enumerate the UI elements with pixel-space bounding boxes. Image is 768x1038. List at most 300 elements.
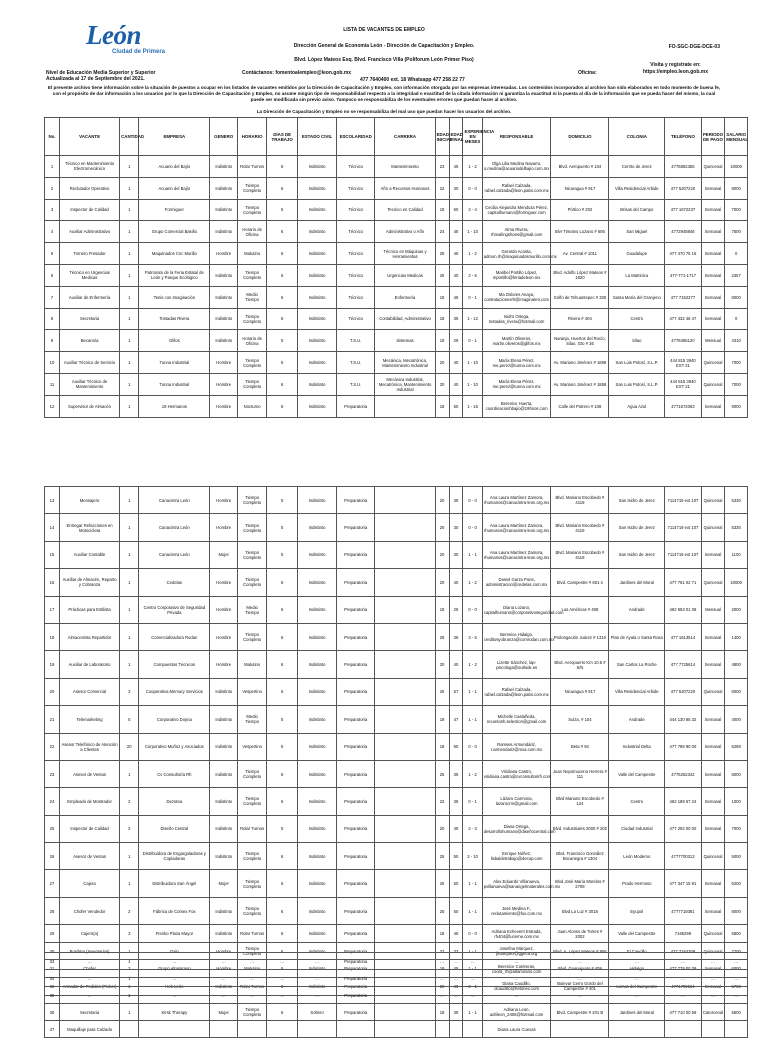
cell-address: Blvd. Industriales 2000 # 202	[551, 815, 609, 842]
cell-min-age: 18	[435, 199, 449, 221]
cell-experience: 1 - 10	[463, 352, 482, 374]
cell-education: Preparatoria	[336, 843, 375, 870]
cell-education: Preparatoria	[336, 514, 375, 541]
cell-gender: Indistinto	[210, 760, 238, 787]
cell-address: …	[551, 970, 609, 987]
cell-no: 24	[45, 788, 60, 815]
cell-address: Beta # 94	[551, 733, 609, 760]
cell-pay-period: Catorcenal	[701, 1004, 725, 1021]
cell-pay-period: Quincenal	[701, 942, 725, 960]
visit-info	[643, 62, 708, 76]
cell-education: Preparatoria	[336, 815, 375, 842]
cell-company: Glifos	[139, 330, 210, 352]
cell-salary: 5000	[725, 843, 748, 870]
cell-experience: …	[463, 970, 482, 987]
cell-min-age: 18	[435, 733, 449, 760]
cell-phone: 477 788 90 00	[665, 733, 701, 760]
cell-contact[interactable]: Michelle Castañeda, recursosh.selection@gmail.com	[482, 706, 551, 733]
cell-contact[interactable]: …	[482, 987, 551, 1004]
cell-neighborhood	[609, 1021, 665, 1038]
table-row	[45, 352, 748, 374]
cell-vacancy: Asesor de Ventas	[60, 760, 120, 787]
cell-max-age: 35	[449, 788, 463, 815]
cell-pay-period: Semanal	[701, 199, 725, 221]
cell-neighborhood: Silao	[609, 330, 665, 352]
cell-min-age: 20	[435, 569, 449, 596]
table-row	[45, 156, 748, 178]
cell-gender: Indistinto	[210, 678, 238, 705]
cell-schedule: Tiempo Completo	[238, 199, 267, 221]
cell-civil-status: Indistinto	[298, 623, 337, 650]
cell-contact[interactable]: Berenice Contreras, coord_rh@altamirano.com	[482, 960, 551, 978]
cell-quantity: 1	[120, 243, 139, 265]
cell-max-age: 35	[449, 487, 463, 514]
cell-workdays: 6	[267, 925, 298, 943]
cell-contact[interactable]: …	[482, 953, 551, 970]
cell-career	[375, 815, 435, 842]
cell-address: Blvd Mariano Escobedo # 124	[551, 788, 609, 815]
cell-pay-period: Mensual	[701, 596, 725, 623]
cell-contact[interactable]: Viridiana Castro, viridiana.castro@cvconsultorirh.com	[482, 760, 551, 787]
cell-gender: …	[210, 987, 238, 1004]
disclaimer-note: La Dirección de Capacitación y Empleo no se responsabiliza del mal uso que puedan hacer los usuarios del archivo.	[256, 109, 512, 114]
cell-max-age: 35	[449, 760, 463, 787]
cell-salary	[725, 1021, 748, 1038]
cell-neighborhood: San Luis Potosí, S.L.P.	[609, 373, 665, 395]
cell-workdays: 6	[267, 177, 298, 199]
cell-contact[interactable]: Rafael Calzada, rafael.calzada@leon.pabs.com.mx	[482, 177, 551, 199]
cell-max-age: 50	[449, 843, 463, 870]
department-name: Dirección General de Economía León - Dirección de Capacitación y Empleo.	[293, 43, 475, 49]
cell-gender: Indistinto	[210, 897, 238, 924]
cell-phone: 477 470 75 16	[665, 243, 701, 265]
cell-salary: 4000	[725, 706, 748, 733]
cell-contact[interactable]: Berenice Hidalgo, creditosyobranza@comrodan.com.mx	[482, 623, 551, 650]
cell-address: Calle del Potrero # 108	[551, 395, 609, 417]
cell-pay-period: Semanal	[701, 221, 725, 243]
cell-phone: 477 779 00 39	[665, 960, 701, 978]
cell-max-age: 45	[449, 221, 463, 243]
cell-phone: 477-771-1717	[665, 264, 701, 286]
cell-contact[interactable]: Adriana Echeverri Estrada, rh404@lucerne.com.mx	[482, 925, 551, 943]
cell-education: Preparatoria	[336, 733, 375, 760]
cell-civil-status: Indistinto	[298, 596, 337, 623]
cell-contact[interactable]: Martín Oliveros, martin.oliveros@glifos.mx	[482, 330, 551, 352]
cell-neighborhood: …	[609, 970, 665, 987]
cell-min-age: 18	[435, 596, 449, 623]
cell-max-age: 40	[449, 978, 463, 996]
cell-experience: 0 - 0	[463, 596, 482, 623]
cell-min-age: 18	[435, 960, 449, 978]
cell-schedule: Horario de Oficina	[238, 221, 267, 243]
cell-pay-period: Quincenal	[701, 925, 725, 943]
cell-salary: 1000	[725, 788, 748, 815]
cell-phone: 477 761 02 71	[665, 569, 701, 596]
office-label: Oficina:	[578, 70, 597, 76]
cell-phone: 4771672063	[665, 395, 701, 417]
cell-civil-status: Indistinto	[298, 925, 337, 943]
cell-pay-period: Mensual	[701, 330, 725, 352]
logo-subtitle: Ciudad de Primera	[112, 49, 166, 55]
header-vacancy: VACANTE	[60, 118, 120, 156]
cell-civil-status: Indistinto	[298, 733, 337, 760]
cell-career	[375, 897, 435, 924]
cell-career	[375, 569, 435, 596]
cell-contact[interactable]: Gerardo Acosta, admon.rh@maquinadosmurillo.com.mx	[482, 243, 551, 265]
cell-contact[interactable]: Diana Laura Cuevas	[482, 1021, 551, 1038]
cell-max-age: 45	[449, 815, 463, 842]
cell-gender: Indistinto	[210, 308, 238, 330]
cell-quantity: 1	[120, 177, 139, 199]
cell-vacancy: Secretaria	[60, 308, 120, 330]
cell-no: 30	[45, 942, 60, 960]
cell-gender: Hombre	[210, 243, 238, 265]
cell-schedule: Tiempo Completo	[238, 569, 267, 596]
cell-education: Preparatoria	[336, 970, 375, 987]
cell-contact[interactable]: Lizette Sánchez, lap-psicologa@outlook.es	[482, 651, 551, 678]
cell-vacancy: Auxiliar de Enfermería	[60, 286, 120, 308]
cell-quantity: 1	[120, 395, 139, 417]
cell-workdays: 6	[267, 870, 298, 897]
cell-salary: 5800	[725, 925, 748, 943]
cell-min-age: 25	[435, 678, 449, 705]
cell-company: Tunna Industrial	[139, 352, 210, 374]
cell-no: 21	[45, 706, 60, 733]
cell-experience: 1 - 10	[463, 221, 482, 243]
cell-civil-status: Indistinto	[298, 978, 337, 996]
cell-contact[interactable]: María Elena Pérez, me.perez@tunna.com.mx	[482, 352, 551, 374]
table-row	[45, 788, 748, 815]
cell-gender: Indistinto	[210, 177, 238, 199]
cell-salary: 9000	[725, 395, 748, 417]
cell-contact[interactable]: Maribel Portillo López, mportillo@feriadeleon.mx	[482, 264, 551, 286]
cell-pay-period: …	[701, 953, 725, 970]
cell-phone: …	[665, 953, 701, 970]
cell-salary: 4800	[725, 651, 748, 678]
cell-contact[interactable]: María Elena Pérez, me.perez@tunna.com.mx	[482, 373, 551, 395]
contact-email[interactable]: Contáctanos: fomentoalempleo@leon.gob.mx	[242, 70, 352, 76]
cell-neighborhood: Guadalupe	[609, 243, 665, 265]
cell-vacancy: Auxiliar Administrativo	[60, 221, 120, 243]
cell-neighborhood: León Moderno	[609, 843, 665, 870]
cell-gender: Mujer	[210, 1004, 238, 1021]
cell-gender: Hombre	[210, 569, 238, 596]
cell-experience: 0 - 1	[463, 330, 482, 352]
cell-education: Preparatoria	[336, 978, 375, 996]
table-row	[45, 395, 748, 417]
cell-schedule: …	[238, 970, 267, 987]
cell-gender: …	[210, 970, 238, 987]
cell-min-age: 22	[435, 177, 449, 199]
cell-vacancy: Mensajero	[60, 487, 120, 514]
cell-education: Preparatoria	[336, 541, 375, 568]
cell-experience: 1 - 1	[463, 942, 482, 960]
table-row	[45, 651, 748, 678]
cell-no: 11	[45, 373, 60, 395]
cell-company: 19 Hermanos	[139, 395, 210, 417]
cell-civil-status: Indistinto	[298, 815, 337, 842]
cell-company	[139, 1021, 210, 1038]
cell-no: 5	[45, 243, 60, 265]
cell-gender: Indistinto	[210, 221, 238, 243]
cell-contact[interactable]: Ana Laura Martínez Zamora, rhumanos@canacintra-leon.org.mx	[482, 514, 551, 541]
cell-pay-period: Semanal	[701, 541, 725, 568]
cell-career	[375, 870, 435, 897]
cell-company: Patronato de la Feria Estatal de León y Parque Ecológico	[139, 264, 210, 286]
header-address: DOMICILIO	[551, 118, 609, 156]
cell-workdays: 5	[267, 199, 298, 221]
cell-salary: 7000	[725, 352, 748, 374]
cell-min-age: 18	[435, 706, 449, 733]
cell-career	[375, 760, 435, 787]
cell-address: Blvd. A. López Mateos # 906	[551, 942, 609, 960]
cell-max-age: 60	[449, 199, 463, 221]
cell-company: Canacintra León	[139, 514, 210, 541]
table-row	[45, 706, 748, 733]
cell-contact[interactable]: Diana Lozano, capitalhumano@corporativoseguridad.com	[482, 596, 551, 623]
cell-experience: 2 - 10	[463, 843, 482, 870]
cell-address: Blvr Timoteo Lozano # 606	[551, 221, 609, 243]
cell-pay-period: Semanal	[701, 623, 725, 650]
cell-min-age: 20	[435, 978, 449, 996]
table-row	[45, 843, 748, 870]
cell-quantity: 1	[120, 623, 139, 650]
update-date: Actualizada al 17 de Septiembre del 2021.	[46, 76, 145, 82]
cell-quantity: 1	[120, 541, 139, 568]
cell-gender: Hombre	[210, 487, 238, 514]
cell-vacancy: Inspector de Calidad	[60, 199, 120, 221]
cell-neighborhood: Villa Residencial Arbide	[609, 177, 665, 199]
cell-education: Preparatoria	[336, 706, 375, 733]
cell-max-age: 40	[449, 651, 463, 678]
cell-pay-period: Semanal	[701, 978, 725, 996]
cell-contact[interactable]: Ana Laura Martínez Zamora, rhumanos@canacintra-leon.org.mx	[482, 541, 551, 568]
cell-contact[interactable]: Diana Ortega, desarrollohumano@diseñocentral.com	[482, 815, 551, 842]
cell-civil-status: Indistinto	[298, 788, 337, 815]
cell-schedule: Rolar Turnos	[238, 815, 267, 842]
cell-salary: 2000	[725, 596, 748, 623]
cell-salary: 8000	[725, 897, 748, 924]
cell-pay-period: Semanal	[701, 286, 725, 308]
cell-experience: 1 - 1	[463, 897, 482, 924]
cell-contact[interactable]: Ma Dolores Anaya, contratacionesrh@imaginateri.com	[482, 286, 551, 308]
cell-pay-period: Semanal	[701, 243, 725, 265]
cell-contact[interactable]: Daniel Garza Pons, administracion@cedelas.com.mx	[482, 569, 551, 596]
cell-phone: 4776485120	[665, 330, 701, 352]
cell-salary: 8000	[725, 177, 748, 199]
cell-min-age: 20	[435, 514, 449, 541]
cell-workdays: 6	[267, 395, 298, 417]
cell-workdays: 5	[267, 487, 298, 514]
cell-contact[interactable]: Cecilia Alejandra Mendoza Pérez, capitalhumano@formiguer.com	[482, 199, 551, 221]
cell-civil-status: Indistinto	[298, 330, 337, 352]
cell-salary: 6000	[725, 286, 748, 308]
cell-salary: 6200	[725, 870, 748, 897]
cell-workdays: 6	[267, 352, 298, 374]
cell-pay-period: Quincenal	[701, 514, 725, 541]
cell-contact[interactable]: Enrique Núñez, lisbaldetrabajo@decop.com	[482, 843, 551, 870]
cell-quantity: 2	[120, 788, 139, 815]
cell-salary: 4310	[725, 330, 748, 352]
cell-phone: …	[665, 987, 701, 1004]
cell-gender: Mujer	[210, 870, 238, 897]
cell-experience: 1 - 2	[463, 243, 482, 265]
cell-company: Tunna Industrial	[139, 373, 210, 395]
cell-min-age: 23	[435, 156, 449, 178]
table-row	[45, 286, 748, 308]
cell-quantity: 1	[120, 264, 139, 286]
cell-company: Distribuidora San Ángel	[139, 870, 210, 897]
cell-schedule: Nocturno	[238, 395, 267, 417]
cell-no: 15	[45, 541, 60, 568]
cell-address: Blvd. Mariano Escobedo # 4119	[551, 514, 609, 541]
cell-vacancy: Cajero(a)	[60, 925, 120, 943]
cell-career: Afín a Recursos Humanos	[375, 177, 435, 199]
cell-civil-status: Indistinto	[298, 264, 337, 286]
cell-workdays: 6	[267, 733, 298, 760]
cell-workdays: …	[267, 953, 298, 970]
cell-no: 1	[45, 156, 60, 178]
cell-experience: 1 - 2	[463, 651, 482, 678]
table-row	[45, 970, 748, 987]
cell-schedule: Tiempo Completo	[238, 623, 267, 650]
cell-contact[interactable]: Lázaro Carmona, lazarocrm@gmail.com	[482, 788, 551, 815]
cell-address	[551, 1021, 609, 1038]
cell-pay-period: Semanal	[701, 815, 725, 842]
table-row	[45, 596, 748, 623]
visit-url[interactable]: https://empleo.leon.gob.mx	[642, 69, 708, 75]
cell-schedule: Vespertino	[238, 678, 267, 705]
cell-max-age: 45	[449, 243, 463, 265]
cell-workdays: 6	[267, 978, 298, 996]
cell-max-age: 30	[449, 177, 463, 199]
cell-career: Administrativo o Afín	[375, 221, 435, 243]
cell-experience: 2 - 3	[463, 815, 482, 842]
cell-education: Preparatoria	[336, 651, 375, 678]
cell-quantity: 1	[120, 308, 139, 330]
cell-no: 37	[45, 1021, 60, 1038]
cell-career	[375, 596, 435, 623]
cell-civil-status: …	[298, 987, 337, 1004]
cell-phone: 7114719 ext 107	[665, 487, 701, 514]
cell-min-age: 25	[435, 264, 449, 286]
cell-workdays: 6	[267, 569, 298, 596]
cell-vacancy: Supervisor de Almacén	[60, 395, 120, 417]
cell-vacancy: …	[60, 953, 120, 970]
disclaimer: El presente archivo tiene información sobre la situación de puestos a ocupar en los listados de vacantes emitidos por la Dirección de Capacitación y Empleo, con información otorgada por las empresas interesadas. Los contenidos incorporados al archivo han sido elaborados en todo momento de buena fe, con el propósito de dar información a los usuarios por lo que la Dirección de Capacitación y Empleo, no asume ningún tipo de responsabilidad respecto a la integridad o exactitud de la citada información ni garantiza la exactitud ni la puesta al día de la información que se pueda hacer del mismo, la cual puede ser modificada sin previo aviso. Tampoco se responsabiliza de los eventuales errores que puedan hacer al archivo.	[47, 85, 721, 102]
cell-address: Suiza, # 104	[551, 706, 609, 733]
cell-contact[interactable]: Berenice Huerta, coordinacionhbajio@19hnos.com	[482, 395, 551, 417]
cell-career: Mecánica Industrial, Mecatrónica, Mantenimiento Industrial	[375, 373, 435, 395]
cell-contact[interactable]: Olga Lilia Medina Navarro, o.medina@acuariodelbajio.com.mx	[482, 156, 551, 178]
cell-schedule: Tiempo Completo	[238, 843, 267, 870]
cell-no: 31	[45, 960, 60, 978]
cell-contact[interactable]: José Medina F., reclutamiento@fox.com.mx	[482, 897, 551, 924]
cell-education: Preparatoria	[336, 678, 375, 705]
cell-address: Blvd. Aeropuerto # 104	[551, 156, 609, 178]
cell-education: Preparatoria	[336, 987, 375, 1004]
cell-salary: 7000	[725, 373, 748, 395]
cell-min-age: 20	[435, 373, 449, 395]
cell-contact[interactable]: Isidro Ortega, tostadas_rivera@hotmail.com	[482, 308, 551, 330]
cell-max-age: 30	[449, 514, 463, 541]
cell-experience: 1 - 1	[463, 678, 482, 705]
cell-phone: 477 710 00 58	[665, 1004, 701, 1021]
cell-vacancy: Técnico en Urgencias Medicas	[60, 264, 120, 286]
cell-max-age: 50	[449, 897, 463, 924]
cell-no: 36	[45, 1004, 60, 1021]
cell-education: Preparatoria	[336, 897, 375, 924]
cell-no: 13	[45, 487, 60, 514]
cell-contact[interactable]: Alex Eduardo Villanueva, pvillanueva@sanangelmaterales.com.mx	[482, 870, 551, 897]
header-no: No.	[45, 118, 60, 156]
cell-civil-status: Indistinto	[298, 960, 337, 978]
cell-max-age: …	[449, 987, 463, 1004]
cell-experience: 1 - 15	[463, 395, 482, 417]
table-row	[45, 487, 748, 514]
cell-company: Canacintra León	[139, 541, 210, 568]
cell-neighborhood: San Isidro de Jerez	[609, 541, 665, 568]
cell-contact[interactable]: Diana Caudillo, dcaudillo@hebmex.com	[482, 978, 551, 996]
cell-max-age: 40	[449, 352, 463, 374]
cell-experience: 0 - 0	[463, 925, 482, 943]
table-row	[45, 330, 748, 352]
cell-min-age: 25	[435, 760, 449, 787]
cell-phone: 4775262342	[665, 760, 701, 787]
cell-address: Blvd. Campestre # 201 B	[551, 1004, 609, 1021]
cell-civil-status: Indistinto	[298, 199, 337, 221]
cell-contact[interactable]: Ramses Armendáriz, r.armendariz@mva.com.mx	[482, 733, 551, 760]
cell-company: Corporativo Muñoz y Asociados	[139, 733, 210, 760]
cell-vacancy: Auxiliar Técnico de Servicio	[60, 352, 120, 374]
cell-civil-status: Indistinto	[298, 514, 337, 541]
cell-career	[375, 733, 435, 760]
cell-company: Grupo Comercial Basilio	[139, 221, 210, 243]
cell-address: Av. Mariano Jiménez # 1858	[551, 373, 609, 395]
cell-salary: 5330	[725, 487, 748, 514]
cell-contact[interactable]: Alma Rivera, rhmailingshoes@gmail.com	[482, 221, 551, 243]
cell-no: 4	[45, 221, 60, 243]
cell-min-age: 20	[435, 815, 449, 842]
table-row	[45, 733, 748, 760]
cell-career	[375, 1021, 435, 1038]
cell-neighborhood: Agua Azul	[609, 395, 665, 417]
cell-workdays: 6	[267, 156, 298, 178]
cell-vacancy: …	[60, 987, 120, 1004]
cell-civil-status: Indistinto	[298, 395, 337, 417]
cell-neighborhood: La Martinica	[609, 264, 665, 286]
cell-contact[interactable]: Adriana Leon, adrileon_2406@hotmail.com	[482, 1004, 551, 1021]
cell-no: 27	[45, 870, 60, 897]
cell-company: Heb León	[139, 978, 210, 996]
cell-civil-status: Indistinto	[298, 308, 337, 330]
cell-company: Distribuidora de Engargoladoras y Copiadoras	[139, 843, 210, 870]
cell-phone: 4772948846	[665, 221, 701, 243]
cell-phone: 477 432 46 47	[665, 308, 701, 330]
cell-contact[interactable]: Rafael Calzada, rafael.calzada@leon.pabs.com.mx	[482, 678, 551, 705]
cell-civil-status: Soltero	[298, 1004, 337, 1021]
cell-career	[375, 953, 435, 970]
cell-contact[interactable]: Josefina Márquez, jhuarquez@ggeca.org	[482, 942, 551, 960]
cell-pay-period: Quincenal	[701, 569, 725, 596]
cell-max-age: 25	[449, 596, 463, 623]
cell-contact[interactable]: Ana Laura Martínez Zamora, rhumanos@canacintra-leon.org.mx	[482, 487, 551, 514]
cell-quantity: 1	[120, 1004, 139, 1021]
cell-address: Rivera # 404	[551, 308, 609, 330]
cell-contact[interactable]: …	[482, 970, 551, 987]
cell-min-age: 22	[435, 942, 449, 960]
cell-phone: 4776882355	[665, 156, 701, 178]
